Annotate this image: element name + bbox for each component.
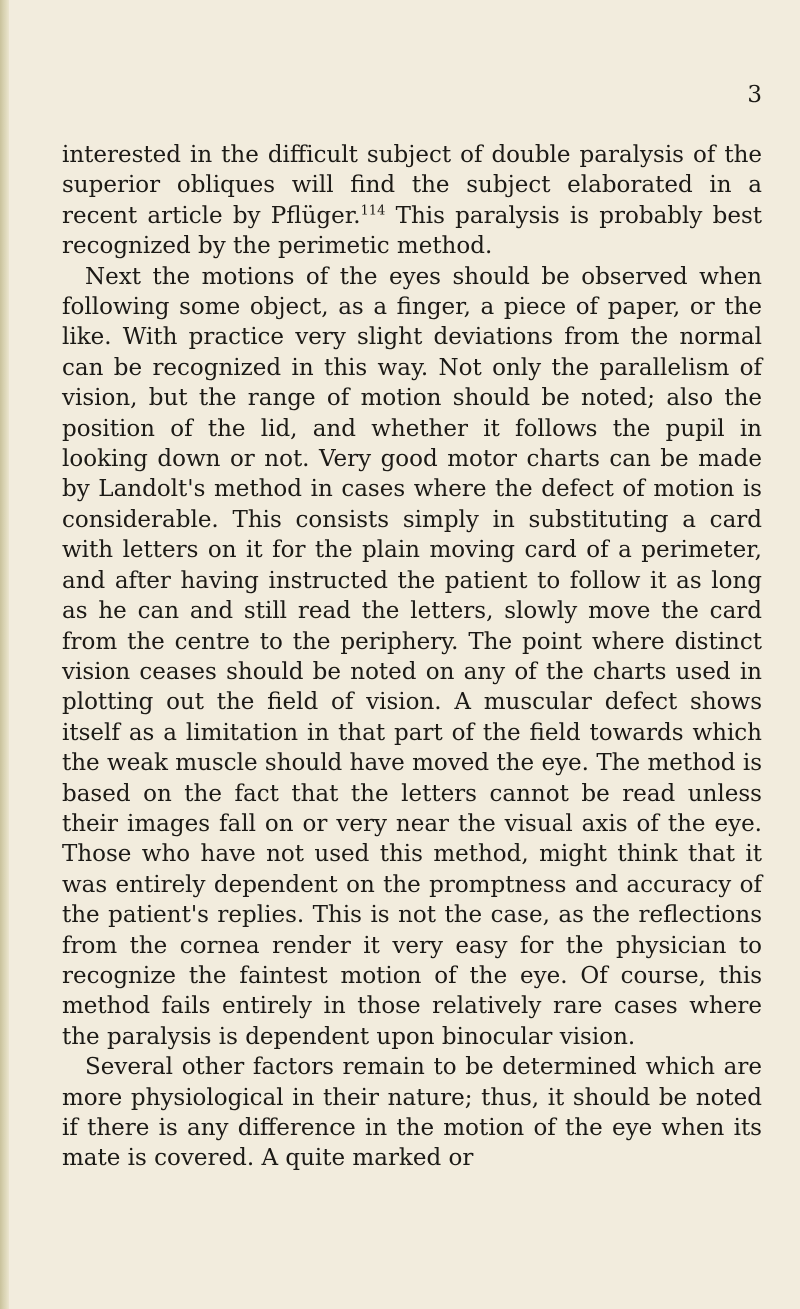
body-text: [62, 140, 762, 1174]
paragraph-1-text-continued: This paralysis is probably best recognized by the perimetic method.: [62, 202, 763, 260]
paragraph-1: [62, 140, 762, 262]
paragraph-3: Several other factors remain to be determined which are more physiological in their nature; thus, it should be noted if there is any difference in the motion of the eye when its mate is covered. A quite marked or: [62, 1054, 762, 1172]
paragraph-2: Next the motions of the eyes should be observed when following some object, as a finger, a piece of paper, or the like. With practice very slight deviations from the normal can be recognized in this way. Not only the parallelism of vision, but the range of motion should be noted; also the position of the lid, and whether it follows the pupil in looking down or not. Very good motor charts can be made by Landolt's method in cases where the defect of motion is considerable. This consists simply in substituting a card with letters on it for the plain moving card of a perimeter, and after having instructed the patient to follow it as long as he can and still read the letters, slowly move the card from the centre to the periphery. The point where distinct vision ceases should be noted on any of the charts used in plotting out the field of vision. A muscular defect shows itself as a limitation in that part of the field towards which the weak muscle should have moved the eye. The method is based on the fact that the letters cannot be read unless their images fall on or very near the visual axis of the eye. Those who have not used this method, might think that it was entirely dependent on the promptness and accuracy of the patient's replies. This is not the case, as the reflections from the cornea render it very easy for the physician to recognize the faintest motion of the eye. Of course, this method fails entirely in those relatively rare cases where the paralysis is dependent upon binocular vision.: [62, 263, 762, 1050]
footnote-reference: 114: [360, 203, 386, 219]
book-spine-edge: [0, 0, 9, 1309]
paragraph-1-text: interested in the difficult subject of double paralysis of the superior obliques will find the subject elaborated in a recent article by Pflüger.: [62, 142, 762, 229]
page-number: 3: [747, 82, 762, 108]
